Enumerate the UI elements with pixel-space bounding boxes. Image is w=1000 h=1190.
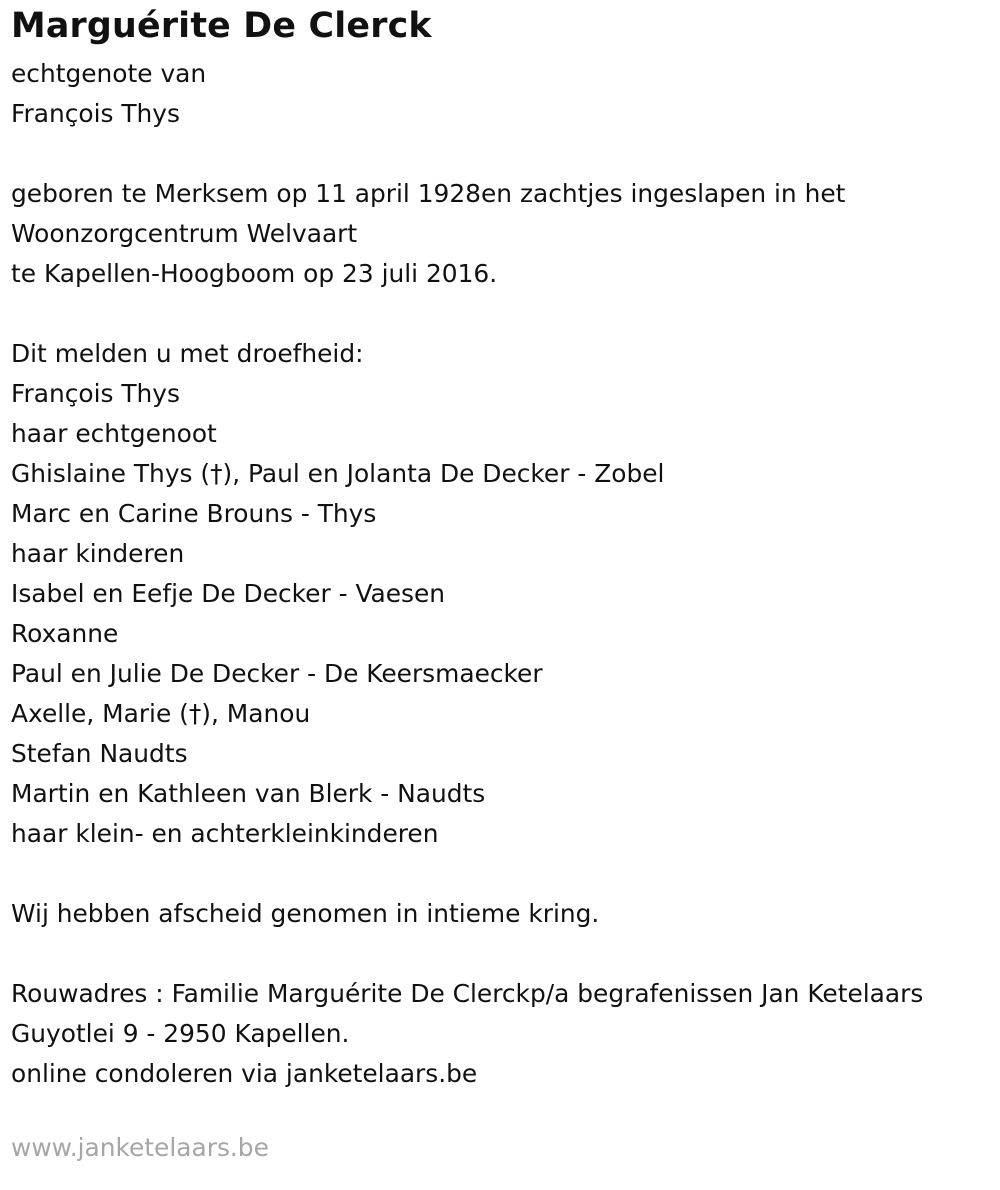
death-notice bbox=[11, 0, 996, 1168]
birth-death-line: Woonzorgcentrum Welvaart bbox=[11, 219, 358, 248]
birth-death-line: geboren te Merksem op 11 april 1928en zachtjes ingeslapen in het bbox=[11, 179, 846, 208]
farewell-line: Wij hebben afscheid genomen in intieme kring. bbox=[11, 899, 600, 928]
family-line: haar echtgenoot bbox=[11, 419, 217, 448]
birth-death-line: te Kapellen-Hoogboom op 23 juli 2016. bbox=[11, 259, 498, 288]
address-line: Rouwadres : Familie Marguérite De Clerckp/a begrafenissen Jan Ketelaars bbox=[11, 979, 924, 1008]
family-line: haar klein- en achterkleinkinderen bbox=[11, 819, 439, 848]
deceased-name: Marguérite De Clerck bbox=[11, 6, 432, 46]
address-line: Guyotlei 9 - 2950 Kapellen. bbox=[11, 1019, 350, 1048]
intro-section bbox=[11, 54, 996, 134]
family-line: Axelle, Marie (†), Manou bbox=[11, 699, 311, 728]
family-line: Dit melden u met droefheid: bbox=[11, 339, 364, 368]
family-line: haar kinderen bbox=[11, 539, 185, 568]
family-line: Isabel en Eefje De Decker - Vaesen bbox=[11, 579, 446, 608]
address-section bbox=[11, 974, 996, 1094]
family-line: Martin en Kathleen van Blerk - Naudts bbox=[11, 779, 486, 808]
family-line: François Thys bbox=[11, 379, 180, 408]
spacer bbox=[11, 854, 996, 894]
spacer bbox=[11, 134, 996, 174]
footer-url: www.janketelaars.be bbox=[11, 1133, 269, 1162]
family-line: Roxanne bbox=[11, 619, 119, 648]
family-line: Ghislaine Thys (†), Paul en Jolanta De Decker - Zobel bbox=[11, 459, 665, 488]
spacer bbox=[11, 294, 996, 334]
family-line: Stefan Naudts bbox=[11, 739, 188, 768]
family-section bbox=[11, 334, 996, 854]
family-line: Marc en Carine Brouns - Thys bbox=[11, 499, 377, 528]
address-line: online condoleren via janketelaars.be bbox=[11, 1059, 478, 1088]
intro-line: echtgenote van bbox=[11, 59, 207, 88]
intro-line: François Thys bbox=[11, 99, 180, 128]
spacer bbox=[11, 934, 996, 974]
birth-death-section bbox=[11, 174, 996, 294]
family-line: Paul en Julie De Decker - De Keersmaecker bbox=[11, 659, 543, 688]
